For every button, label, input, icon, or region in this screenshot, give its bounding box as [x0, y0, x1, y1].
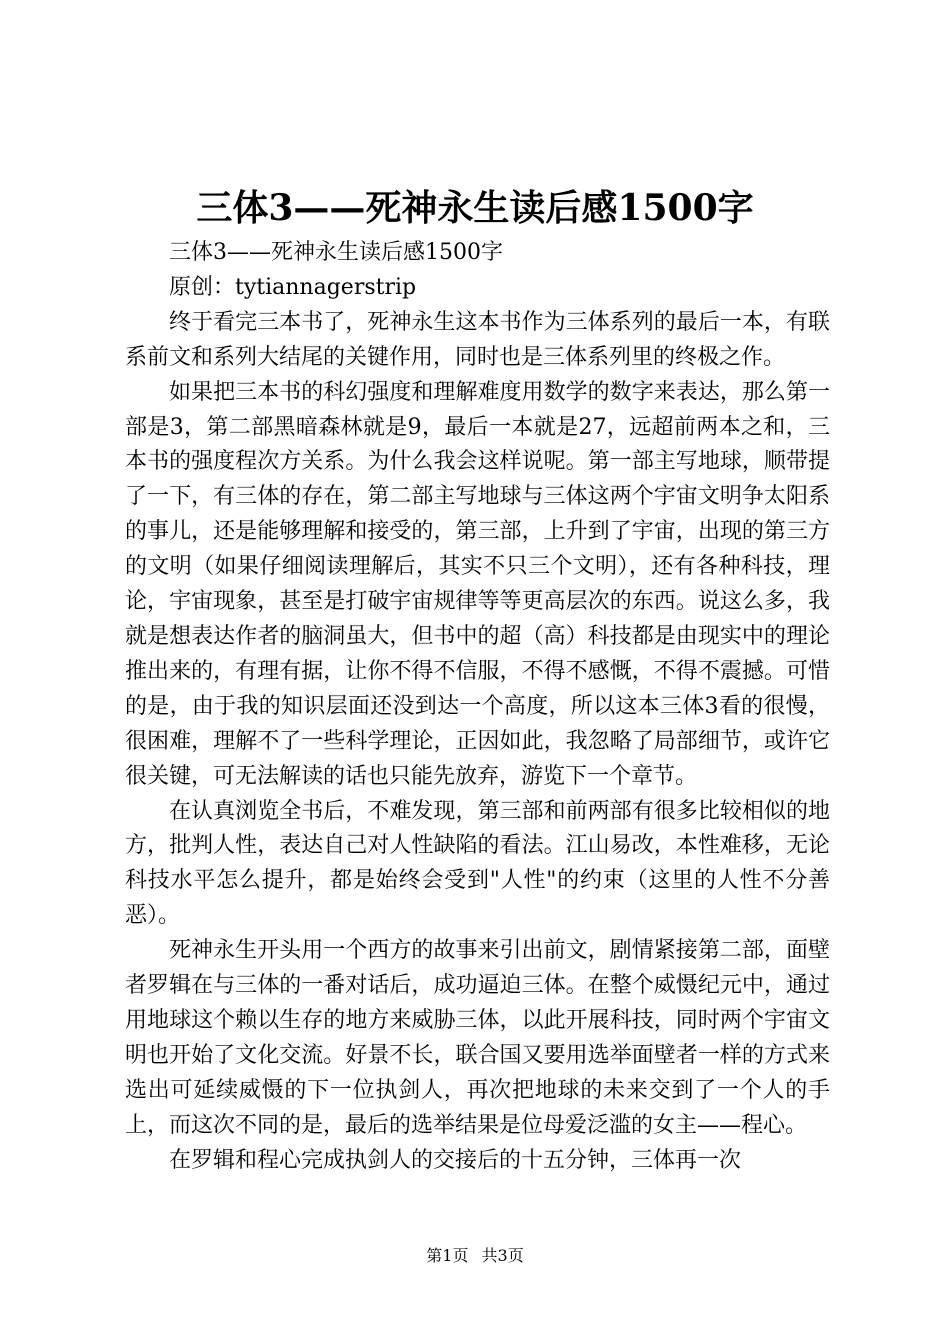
paragraph: 在认真浏览全书后，不难发现，第三部和前两部有很多比较相似的地方，批判人性，表达自己对人性缺陷的看法。江山易改，本性难移，无论科技水平怎么提升，都是始终会受到"人性"的约束（这里的人性不分善恶）。	[125, 798, 830, 929]
page-number: 第1页	[426, 1246, 469, 1265]
paragraph: 死神永生开头用一个西方的故事来引出前文，剧情紧接第二部，面壁者罗辑在与三体的一番对话后，成功逼迫三体。在整个威慑纪元中，通过用地球这个赖以生存的地方来威胁三体，以此开展科技，同时两个宇宙文明也开始了文化交流。好景不长，联合国又要用选举面壁者一样的方式来选出可延续威慑的下一位执剑人，再次把地球的未来交到了一个人的手上，而这次不同的是，最后的选举结果是位母爱泛滥的女主——程心。	[125, 938, 830, 1138]
page-total: 共3页	[481, 1246, 524, 1265]
document-title: 三体3——死神永生读后感1500字	[196, 187, 754, 229]
subtitle-line: 三体3——死神永生读后感1500字	[169, 240, 503, 265]
author-line: 原创：tytiannagerstrip	[169, 274, 417, 300]
paragraph: 在罗辑和程心完成执剑人的交接后的十五分钟，三体再一次	[169, 1147, 742, 1173]
paragraph: 如果把三本书的科幻强度和理解难度用数学的数字来表达，那么第一部是3，第二部黑暗森林就是9，最后一本就是27，远超前两本之和，三本书的强度程次方关系。为什么我会这样说呢。第一部主写地球，顺带提了一下，有三体的存在，第二部主写地球与三体这两个宇宙文明争太阳系的事儿，还是能够理解和接受的，第三部，上升到了宇宙，出现的第三方的文明（如果仔细阅读理解后，其实不只三个文明），还有各种科技，理论，宇宙现象，甚至是打破宇宙规律等等更高层次的东西。说这么多，我就是想表达作者的脑洞虽大，但书中的超（高）科技都是由现实中的理论推出来的，有理有据，让你不得不信服，不得不感慨，不得不震撼。可惜的是，由于我的知识层面还没到达一个高度，所以这本三体3看的很慢，很困难，理解不了一些科学理论，正因如此，我忽略了局部细节，或许它很关键，可无法解读的话也只能先放弃，游览下一个章节。	[125, 379, 830, 789]
page-footer	[0, 1244, 950, 1268]
paragraph: 终于看完三本书了，死神永生这本书作为三体系列的最后一本，有联系前文和系列大结尾的关键作用，同时也是三体系列里的终极之作。	[125, 309, 830, 370]
document-body	[125, 236, 830, 1178]
